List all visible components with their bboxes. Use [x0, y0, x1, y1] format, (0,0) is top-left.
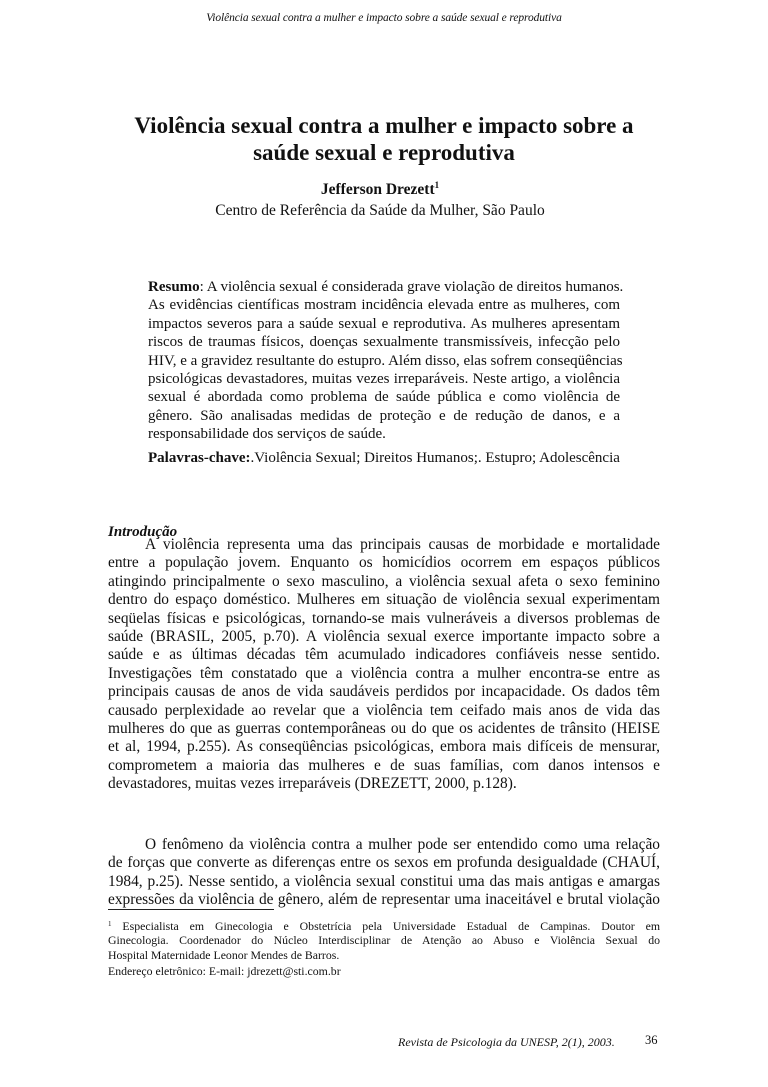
- title-line: Violência sexual contra a mulher e impacto sobre a: [134, 113, 634, 138]
- abstract-line: responsabilidade dos serviços de saúde.: [148, 426, 386, 443]
- abstract-line: impactos severos para a saúde sexual e reprodutiva. As mulheres apresentam: [148, 315, 620, 332]
- text-line: mulheres do que as guerras contemporâneas ou do que os acidentes de trânsito (HEISE: [108, 719, 660, 737]
- footnote-line: $^1$ Especialista em Ginecologia e Obstetrícia pela Universidade Estadual de Campinas. Doutor em: [108, 919, 660, 933]
- footnote-mark: 1: [108, 920, 112, 928]
- abstract-label: Resumo: [148, 279, 200, 295]
- text-line: 1984, p.25). Nesse sentido, a violência sexual constitui uma das mais antigas e amargas: [108, 872, 660, 890]
- abstract: [148, 278, 624, 444]
- text-line: et al, 1994, p.255). As conseqüências psicológicas, embora mais difíceis de mensurar,: [108, 738, 660, 756]
- article-title: [110, 112, 658, 166]
- text-line: saúde (BRASIL, 2005, p.70). A violência sexual exerce importante impacto sobre a: [108, 627, 660, 645]
- footnote-line: Ginecologia. Coordenador do Núcleo Interdisciplinar de Atenção ao Abuso e Violência Sexual do: [108, 932, 660, 947]
- affiliation: Centro de Referência da Saúde da Mulher, São Paulo: [215, 202, 545, 219]
- text-line: devastadores, muitas vezes irreparáveis (DREZETT, 2000, p.128).: [108, 775, 517, 793]
- keywords-label: Palavras-chave:: [148, 450, 251, 466]
- abstract-line: riscos de traumas físicos, doenças sexualmente transmissíveis, infecção pelo: [148, 334, 620, 351]
- text-line: seqüelas físicas e psicológicas, tornando-se mais vulneráveis a diversos problemas de: [108, 609, 660, 627]
- footnote-line: Hospital Maternidade Leonor Mendes de Barros.: [108, 948, 340, 962]
- abstract-line: psicológicas devastadores, muitas vezes irreparáveis. Neste artigo, a violência: [148, 370, 620, 387]
- footnote-ref[interactable]: 1: [434, 180, 440, 190]
- author-name: Jefferson Drezett: [320, 181, 435, 198]
- text-line: principais causas de anos de vida saudáveis perdidos por incapacidade. Os dados têm: [108, 683, 660, 701]
- text-line: dentro do espaço doméstico. Mulheres em situação de violência sexual experimentam: [108, 591, 660, 609]
- footnote-email: Endereço eletrônico: E-mail: jdrezett@sti.com.br: [108, 963, 341, 978]
- text-line: O fenômeno da violência contra a mulher pode ser entendido como uma relação: [145, 836, 660, 853]
- text-line: entre a população jovem. Enquanto os homicídios ocorrem em espaços públicos: [108, 554, 660, 572]
- text-line: A violência representa uma das principais causas de morbidade e mortalidade: [145, 536, 660, 553]
- page-number: 36: [645, 1033, 658, 1047]
- author: [0, 180, 760, 199]
- abstract-line: HIV, e a gravidez resultante do estupro. Além disso, elas sofrem conseqüências: [148, 352, 623, 369]
- paragraph-2: [108, 836, 660, 910]
- paragraph-1: [108, 536, 660, 793]
- footnote: [108, 917, 660, 979]
- text-line: Investigações têm constatado que a violência contra a mulher encontra-se entre as: [108, 664, 660, 682]
- text-line: atingindo principalmente o sexo masculino, a violência sexual afeta o sexo feminino: [108, 572, 660, 590]
- running-header: Violência sexual contra a mulher e impacto sobre a saúde sexual e reprodutiva: [206, 12, 562, 24]
- abstract-line: gênero. São analisadas medidas de proteção e de redução de danos, e a: [148, 407, 620, 424]
- journal-citation: Revista de Psicologia da UNESP, 2(1), 2003.: [398, 1035, 615, 1049]
- title-line: saúde sexual e reprodutiva: [253, 140, 515, 165]
- text-line: comprometem a maioria das mulheres e de suas famílias, com danos intensos e: [108, 756, 660, 774]
- text-line: expressões da violência de gênero, além de representar uma inaceitável e brutal violação: [108, 891, 660, 909]
- text-line: saúde e as últimas décadas têm acumulado indicadores confiáveis nesse sentido.: [108, 646, 660, 664]
- abstract-line: Resumo: A violência sexual é considerada grave violação de direitos humanos.: [148, 279, 624, 295]
- section-heading-introducao: Introdução: [108, 524, 178, 540]
- footnote-divider: [108, 909, 274, 910]
- abstract-line: As evidências científicas mostram incidência elevada entre as mulheres, com: [148, 297, 620, 314]
- text-line: causado perplexidade ao revelar que a violência tem ceifado mais anos de vida das: [108, 701, 660, 719]
- text-line: de forças que converte as diferenças entre os sexos em profunda desigualdade (CHAUÍ,: [108, 854, 660, 872]
- keywords: [148, 450, 628, 467]
- abstract-line: sexual é abordada como problema de saúde pública e como violência de: [148, 389, 620, 406]
- keywords-text: .Violência Sexual; Direitos Humanos;. Estupro; Adolescência: [250, 450, 620, 466]
